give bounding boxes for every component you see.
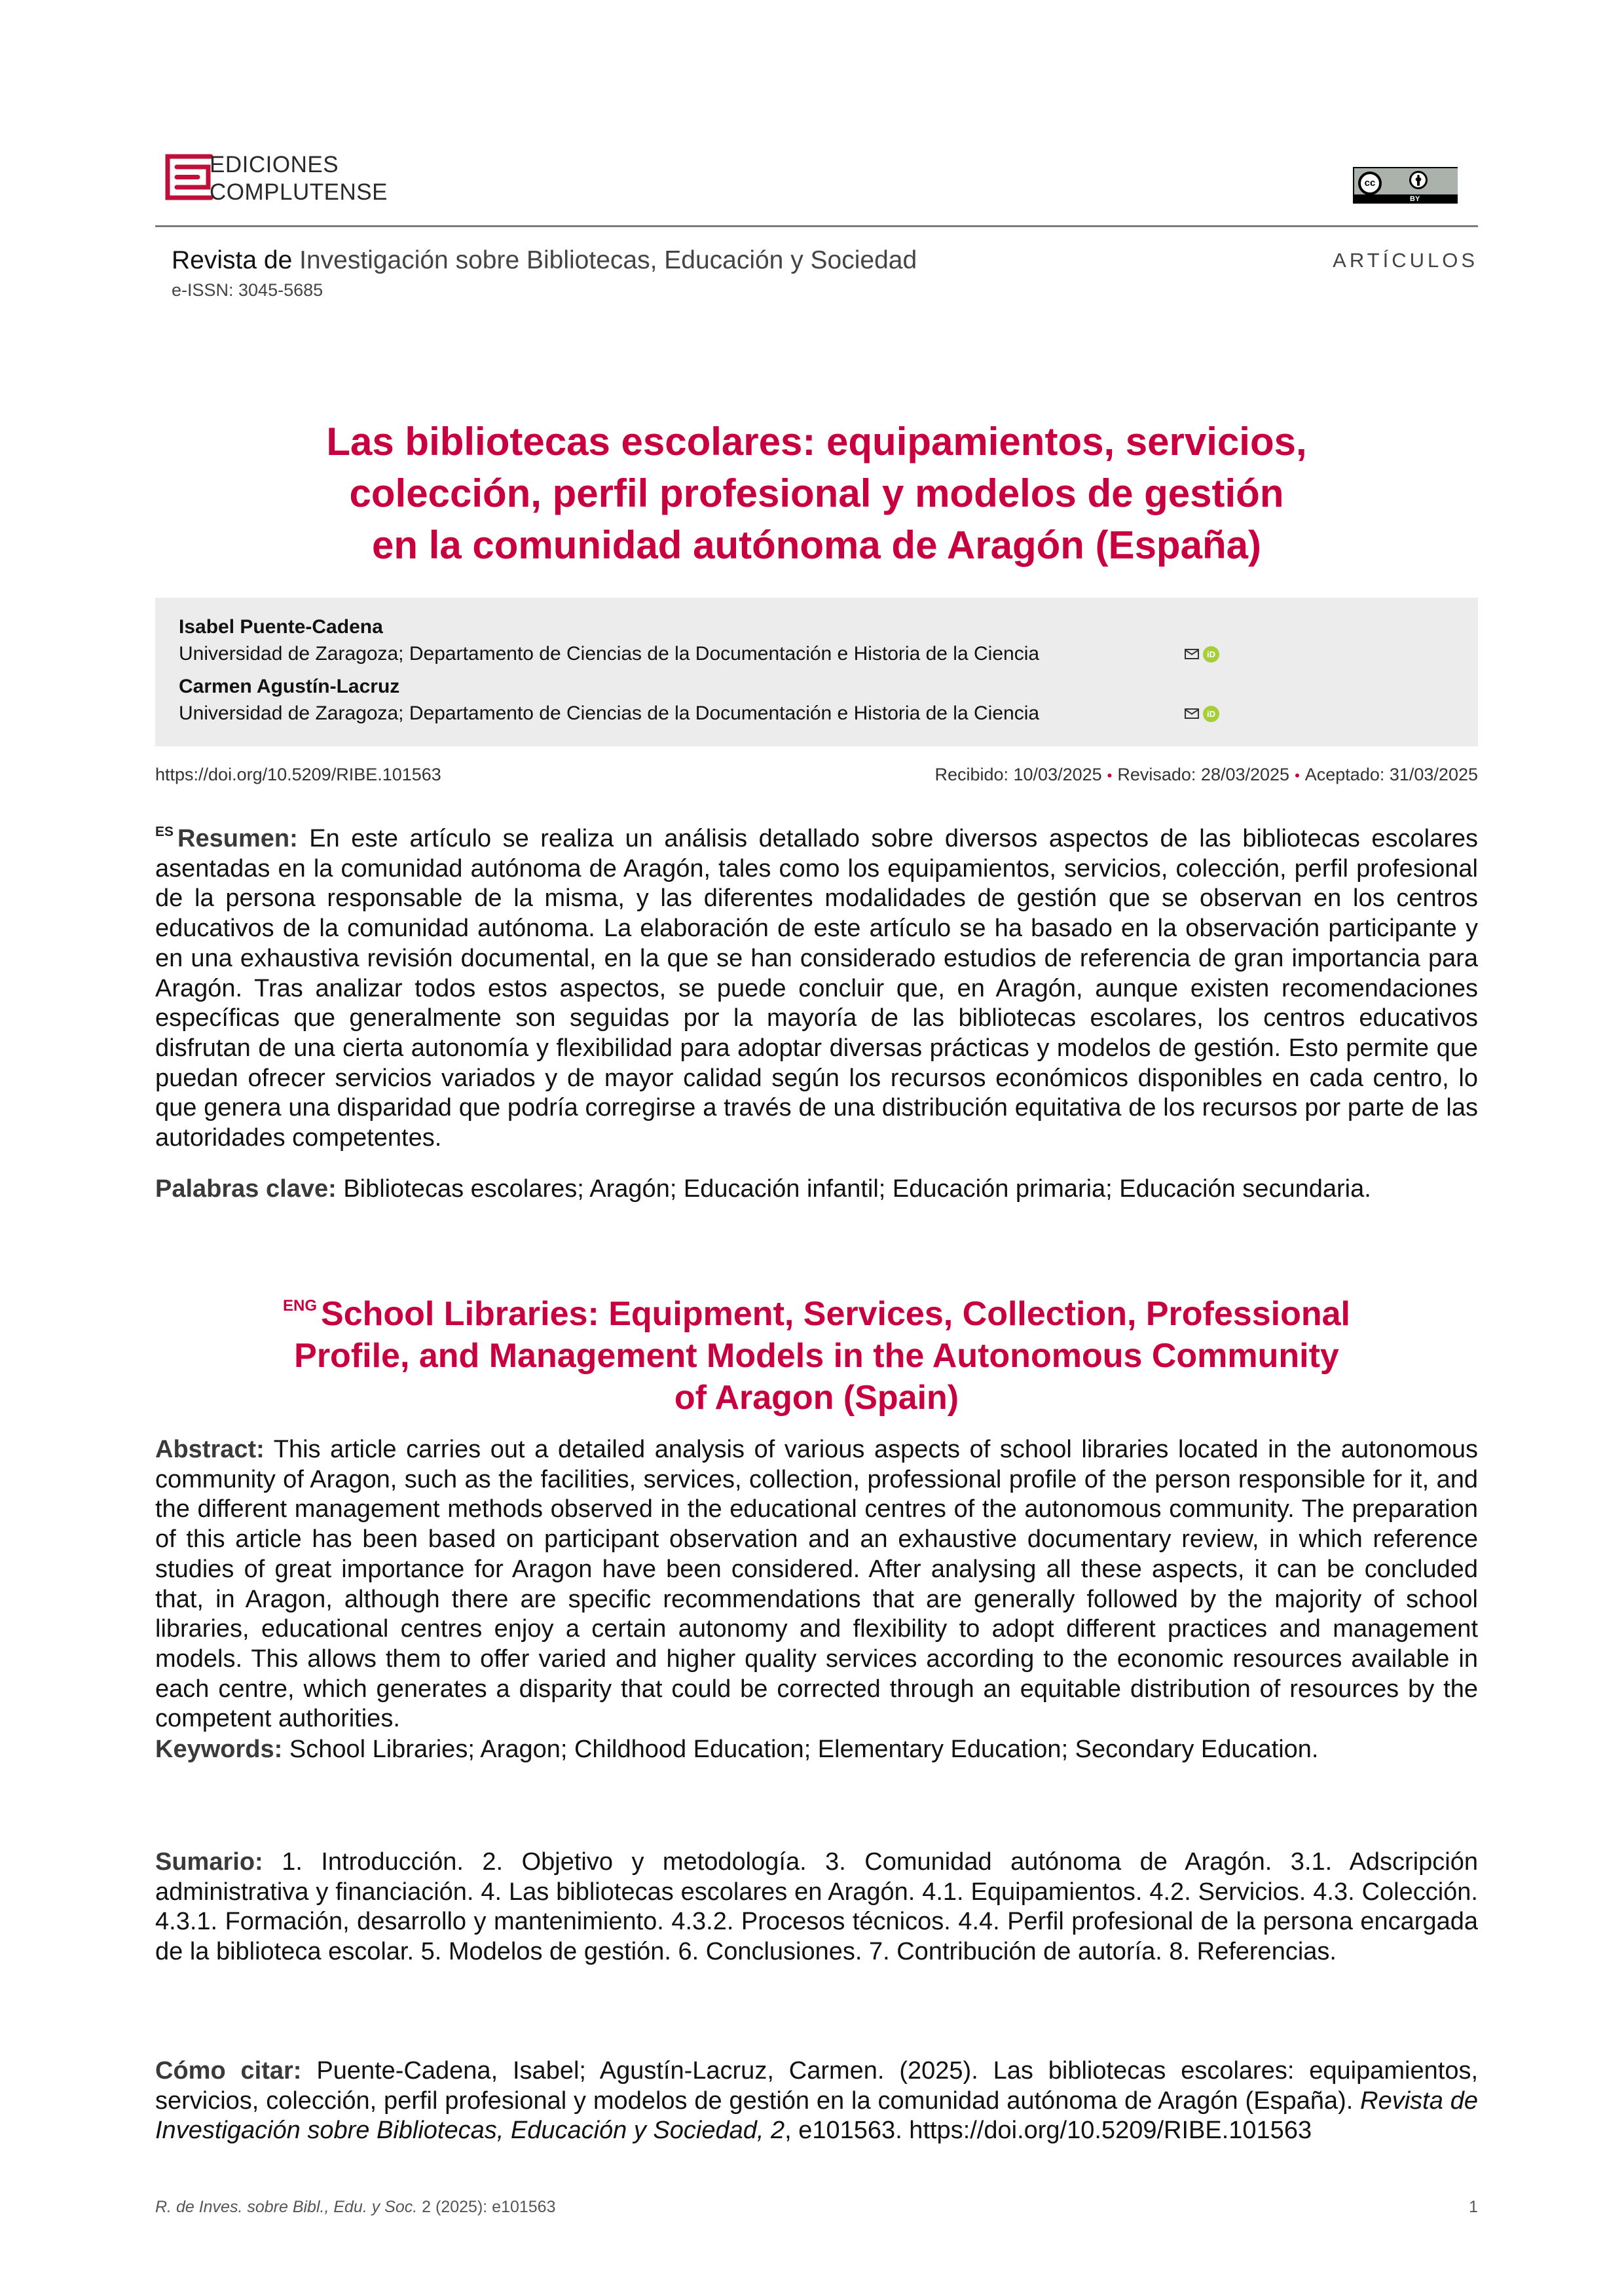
resumen-label: Resumen: xyxy=(177,825,298,852)
citation-text: Puente-Cadena, Isabel; Agustín-Lacruz, Carmen. (2025). Las bibliotecas escolares: equipamientos, servicios, colección, perfil profesional y modelos de gestión en la comunidad autónoma de Aragón (España). xyxy=(155,2057,1479,2115)
page-number: 1 xyxy=(1469,2198,1478,2216)
citation-paragraph xyxy=(155,2056,1478,2146)
accepted-date: Aceptado: 31/03/2025 xyxy=(1304,765,1478,784)
doi-link[interactable]: https://doi.org/10.5209/RIBE.101563 xyxy=(155,765,441,784)
citation-label: Cómo citar: xyxy=(155,2057,302,2085)
abstract-label: Abstract: xyxy=(155,1436,265,1463)
header-divider xyxy=(155,225,1478,227)
license-strip xyxy=(1354,194,1458,204)
received-date: Recibido: 10/03/2025 xyxy=(934,765,1102,784)
english-title-line-1: School Libraries: Equipment, Services, Collection, Professional xyxy=(321,1295,1350,1333)
english-title-line-3: of Aragon (Spain) xyxy=(674,1379,959,1417)
palabras-clave-text: Bibliotecas escolares; Aragón; Educación infantil; Educación primaria; Educación secundaria. xyxy=(343,1175,1371,1203)
language-tag: ES xyxy=(155,824,174,839)
palabras-clave-paragraph xyxy=(155,1175,1478,1205)
publication-dates xyxy=(934,765,1478,785)
publisher-line-1: EDICIONES xyxy=(210,152,339,177)
publisher-line-2: COMPLUTENSE xyxy=(210,179,388,205)
mail-icon[interactable] xyxy=(1185,649,1199,659)
resumen-paragraph xyxy=(155,817,1478,1154)
publisher-name xyxy=(210,151,388,206)
language-tag: ENG xyxy=(283,1297,318,1315)
orcid-icon[interactable]: iD xyxy=(1203,646,1219,663)
separator-dot: • xyxy=(1107,767,1113,784)
abstract-text: This article carries out a detailed analysis of various aspects of school libraries located in the autonomous community of Aragon, such as the facilities, services, collection, professional profile of the person responsible for it, and the different management methods observed in the educational centres of the autonomous community. The preparation of this article has been based on participant observation and an exhaustive documentary review, in which reference studies of great importance for Aragon have been considered. After analysing all these aspects, it can be concluded that, in Aragon, although there are specific recommendations that are generally followed by the majority of school libraries, educational centres enjoy a certain autonomy and flexibility to adopt different practices and management models. This allows them to offer varied and higher quality services according to the economic resources available in each centre, which generates a disparity that could be corrected through an equitable distribution of resources by the competent authorities. xyxy=(155,1436,1478,1733)
journal-name: Investigación sobre Bibliotecas, Educación y Sociedad xyxy=(299,246,917,274)
title-line-2: colección, perfil profesional y modelos de gestión xyxy=(349,471,1284,515)
ediciones-complutense-logo xyxy=(164,153,216,202)
citation-journal: Revista de Investigación sobre Bibliotecas, Educación y Sociedad, 2 xyxy=(155,2086,1478,2145)
authors-box xyxy=(155,598,1478,746)
journal-prefix: Revista de xyxy=(172,246,293,274)
running-footer xyxy=(155,2198,556,2217)
author-affiliation: Universidad de Zaragoza; Departamento de Ciencias de la Documentación e Historia de la Ciencia xyxy=(179,643,1040,665)
sumario-paragraph xyxy=(155,1848,1478,1967)
english-title-line-2: Profile, and Management Models in the Autonomous Community xyxy=(294,1337,1339,1375)
revised-date: Revisado: 28/03/2025 xyxy=(1117,765,1290,784)
cc-icon: cc xyxy=(1358,172,1382,195)
abstract-paragraph xyxy=(155,1435,1478,1734)
sumario-label: Sumario: xyxy=(155,1848,263,1876)
footer-issue: 2 (2025): e101563 xyxy=(422,2198,556,2216)
keywords-text: School Libraries; Aragon; Childhood Education; Elementary Education; Secondary Education. xyxy=(289,1736,1319,1763)
issn: e-ISSN: 3045-5685 xyxy=(172,280,323,300)
sumario-text: 1. Introducción. 2. Objetivo y metodología. 3. Comunidad autónoma de Aragón. 3.1. Adscripción administrativa y financiación. 4. Las bibliotecas escolares en Aragón. 4.1. Equipamientos. 4.2. Servicios. 4.3. Colección. 4.3.1. Formación, desarrollo y mantenimiento. 4.3.2. Procesos técnicos. 4.4. Perfil profesional de la persona encargada de la biblioteca escolar. 5. Modelos de gestión. 6. Conclusiones. 7. Contribución de autoría. 8. Referencias. xyxy=(155,1848,1478,1966)
author-affiliation: Universidad de Zaragoza; Departamento de Ciencias de la Documentación e Historia de la Ciencia xyxy=(179,702,1040,724)
section-label: ARTÍCULOS xyxy=(1333,249,1478,272)
attribution-person-icon: 🛉 xyxy=(1409,171,1428,189)
title-line-1: Las bibliotecas escolares: equipamientos, servicios, xyxy=(326,420,1307,464)
author-name: Isabel Puente-Cadena xyxy=(179,616,383,638)
keywords-label: Keywords: xyxy=(155,1736,283,1763)
separator-dot: • xyxy=(1295,767,1300,784)
license-by-label: BY xyxy=(1410,195,1420,203)
creative-commons-by-icon[interactable] xyxy=(1353,167,1458,204)
title-line-3: en la comunidad autónoma de Aragón (España) xyxy=(372,523,1261,567)
resumen-text: En este artículo se realiza un análisis detallado sobre diversos aspectos de las bibliotecas escolares asentadas en la comunidad autónoma de Aragón, tales como los equipamientos, servicios, colección, perfil profesional de la persona responsable de la misma, y las diferentes modalidades de gestión que se observan en los centros educativos de la comunidad autónoma. La elaboración de este artículo se ha basado en la observación participante y en una exhaustiva revisión documental, en la que se han considerado estudios de referencia de gran importancia para Aragón. Tras analizar todos estos aspectos, se puede concluir que, en Aragón, aunque existen recomendaciones específicas que generalmente son seguidas por la mayoría de las bibliotecas escolares, los centros educativos disfrutan de una cierta autonomía y flexibilidad para adoptar diversas prácticas y modelos de gestión. Esto permite que puedan ofrecer servicios variados y de mayor calidad según los recursos económicos disponibles en cada centro, lo que genera una disparidad que podría corregirse a través de una distribución equitativa de los recursos por parte de las autoridades competentes. xyxy=(155,825,1479,1152)
keywords-paragraph xyxy=(155,1735,1478,1765)
mail-icon[interactable] xyxy=(1185,708,1199,719)
palabras-clave-label: Palabras clave: xyxy=(155,1175,337,1203)
orcid-icon[interactable]: iD xyxy=(1203,706,1219,722)
article-title xyxy=(155,416,1478,571)
journal-title xyxy=(172,246,917,275)
footer-journal-abbrev: R. de Inves. sobre Bibl., Edu. y Soc. xyxy=(155,2198,418,2216)
author-name: Carmen Agustín-Lacruz xyxy=(179,676,400,697)
citation-doi[interactable]: , e101563. https://doi.org/10.5209/RIBE.101563 xyxy=(784,2117,1312,2145)
english-title xyxy=(155,1285,1478,1419)
